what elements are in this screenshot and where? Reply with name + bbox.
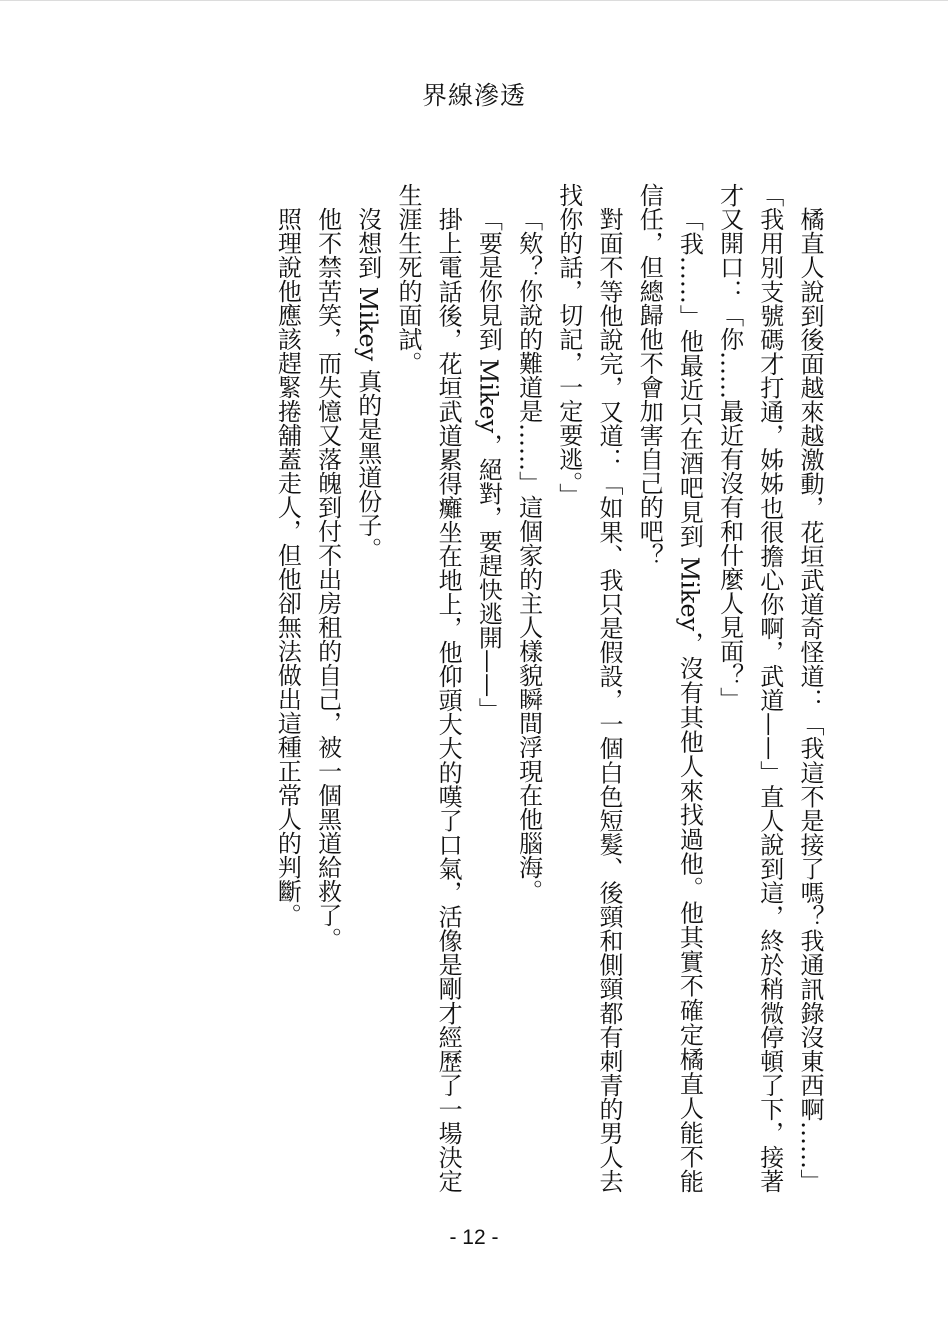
paragraph-6: 掛上電話後，花垣武道累得癱坐在地上，他仰頭大大的嘆了口氣，活像是剛才經歷了一場決定生涯生死的面試。 — [393, 183, 463, 1193]
page-header-title: 界線滲透 — [421, 81, 526, 110]
paragraph-1: 橘直人說到後面越來越激動，花垣武道奇怪道：「我這不是接了嗎？我通訊錄沒東西啊……」「我用別支號碼才打通，姊姊也很擔心你啊，武道——」直人說到這，終於稍微停頓了下，接著才又開口：「你……最近有沒有和什麼人見面？」 — [715, 183, 824, 1193]
page-number: - 12 - — [449, 1226, 499, 1249]
paragraph-5: 「要是你見到 Mikey，絕對，要趕快逃開——」 — [474, 207, 503, 722]
paragraph-9: 照理說他應該趕緊捲舖蓋走人，但他卻無法做出這種正常人的判斷。 — [273, 207, 302, 927]
top-divider — [0, 0, 948, 1]
paragraph-7: 沒想到 Mikey 真的是黑道份子。 — [353, 207, 382, 561]
vertical-body-text — [110, 183, 830, 1193]
paragraph-8: 他不禁苦笑，而失憶又落魄到付不出房租的自己，被一個黑道給救了。 — [313, 207, 342, 951]
paragraph-3: 對面不等他說完，又道：「如果、我只是假設，一個白色短髮、後頸和側頸都有刺青的男人去找你的話，切記，一定要逃。」 — [554, 183, 623, 1193]
paragraph-4: 「欸？你說的難道是……」這個家的主人樣貌瞬間浮現在他腦海。 — [514, 207, 543, 903]
paragraph-2: 「我……」他最近只在酒吧見到 Mikey，沒有其他人來找過他。他其實不確定橘直人能不能信任，但總歸他不會加害自己的吧？ — [635, 183, 704, 1193]
